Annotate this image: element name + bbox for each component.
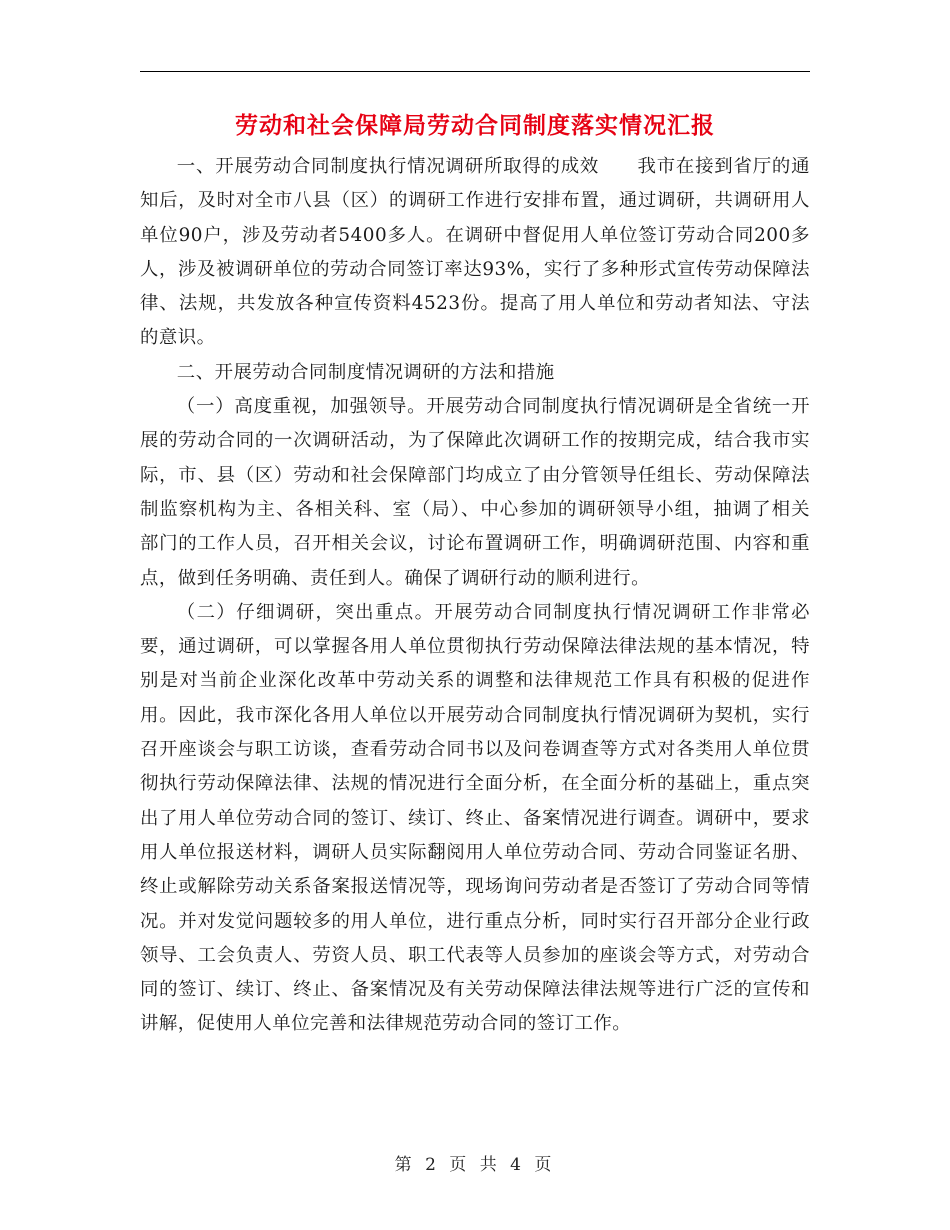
document-title: 劳动和社会保障局劳动合同制度落实情况汇报 bbox=[235, 112, 715, 139]
paragraph-methods-heading: 二、开展劳动合同制度情况调研的方法和措施 bbox=[176, 361, 555, 383]
paragraph-leadership: （一）高度重视，加强领导。开展劳动合同制度执行情况调研是全省统一开展的劳动合同的一次调研活动，为了保障此次调研工作的按期完成，结合我市实际，市、县（区）劳动和社会保障部门均成立了由分管领导任组长、劳动保障法制监察机构为主、各相关科、室（局）、中心参加的调研领导小组，抽调了相关部门的工作人员，召开相关会议，讨论布置调研工作，明确调研范围、内容和重点，做到任务明确、责任到人。确保了调研行动的顺利进行。 bbox=[140, 396, 810, 589]
paragraph-key-points: （二）仔细调研，突出重点。开展劳动合同制度执行情况调研工作非常必要，通过调研，可以掌握各用人单位贯彻执行劳动保障法律法规的基本情况，特别是对当前企业深化改革中劳动关系的调整和法律规范工作具有积极的促进作用。因此，我市深化各用人单位以开展劳动合同制度执行情况调研为契机，实行召开座谈会与职工访谈，查看劳动合同书以及问卷调查等方式对各类用人单位贯彻执行劳动保障法律、法规的情况进行全面分析，在全面分析的基础上，重点突出了用人单位劳动合同的签订、续订、终止、备案情况进行调查。调研中，要求用人单位报送材料，调研人员实际翻阅用人单位劳动合同、劳动合同鉴证名册、终止或解除劳动关系备案报送情况等，现场询问劳动者是否签订了劳动合同等情况。并对发觉问题较多的用人单位，进行重点分析，同时实行召开部分企业行政领导、工会负责人、劳资人员、职工代表等人员参加的座谈会等方式，对劳动合同的签订、续订、终止、备案情况及有关劳动保障法律法规等进行广泛的宣传和讲解，促使用人单位完善和法律规范劳动合同的签订工作。 bbox=[140, 601, 810, 1035]
document-body bbox=[140, 150, 810, 1042]
paragraph-results: 一、开展劳动合同制度执行情况调研所取得的成效 我市在接到省厅的通知后，及时对全市八县（区）的调研工作进行安排布置，通过调研，共调研用人单位90户，涉及劳动者5400多人。在调研中督促用人单位签订劳动合同200多人，涉及被调研单位的劳动合同签订率达93%，实行了多种形式宣传劳动保障法律、法规，共发放各种宣传资料4523份。提高了用人单位和劳动者知法、守法的意识。 bbox=[140, 156, 810, 349]
header-rule bbox=[140, 71, 810, 72]
page-number: 第 2 页 共 4 页 bbox=[394, 1155, 556, 1175]
